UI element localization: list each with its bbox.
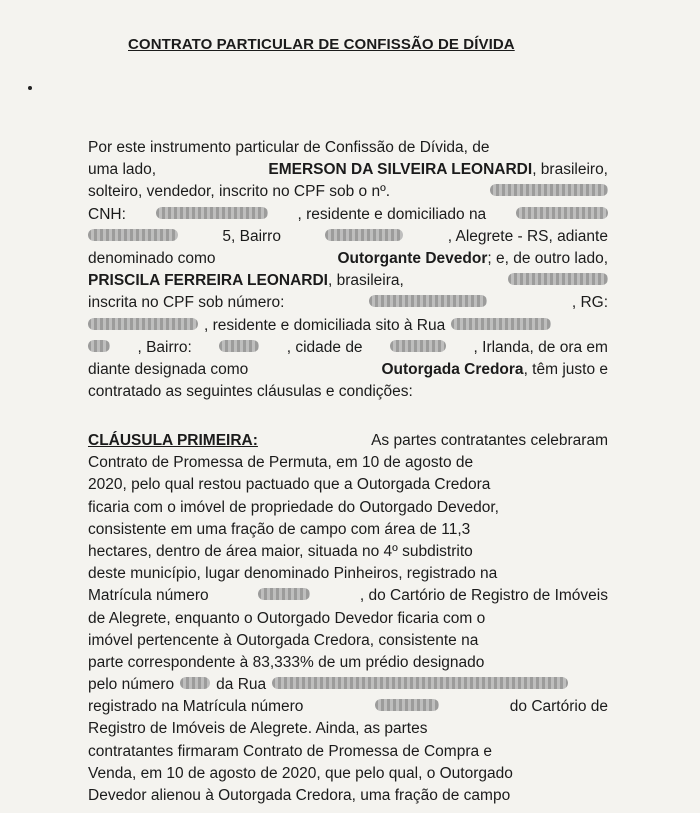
stray-mark bbox=[28, 86, 32, 90]
redaction-blur bbox=[88, 340, 110, 352]
text-line: contratantes firmaram Contrato de Promessa de Compra e bbox=[88, 742, 493, 760]
text-line: Matrícula número , do Cartório de Registro de Imóveis bbox=[88, 587, 608, 605]
clause-one-paragraph bbox=[88, 430, 608, 807]
redaction-blur bbox=[219, 340, 259, 352]
text-line: 5, Bairro , Alegrete - RS, adiante bbox=[88, 226, 608, 248]
text-line: denominado como Outorgante Devedor; e, de outro lado, bbox=[88, 249, 608, 267]
text-line: Por este instrumento particular de Confissão de Dívida, de bbox=[88, 139, 490, 156]
text-line: solteiro, vendedor, inscrito no CPF sob o nº. bbox=[88, 181, 608, 203]
redaction-blur bbox=[369, 295, 487, 307]
text-line: diante designada como Outorgada Credora, têm justo e bbox=[88, 360, 608, 378]
redaction-blur bbox=[516, 207, 608, 219]
text-line: 2020, pelo qual restou pactuado que a Outorgada Credora bbox=[88, 476, 491, 494]
redaction-blur bbox=[258, 588, 310, 600]
text-line: deste município, lugar denominado Pinheiros, registrado na bbox=[88, 565, 498, 583]
document-title: CONTRATO PARTICULAR DE CONFISSÃO DE DÍVIDA bbox=[128, 36, 515, 53]
redaction-blur bbox=[88, 318, 198, 330]
redaction-blur bbox=[390, 340, 446, 352]
text-line: Venda, em 10 de agosto de 2020, que pelo qual, o Outorgado bbox=[88, 764, 513, 782]
redaction-blur bbox=[88, 229, 178, 241]
debtor-name: EMERSON DA SILVEIRA LEONARDI bbox=[268, 161, 533, 179]
text-line: registrado na Matrícula número do Cartório de bbox=[88, 698, 608, 716]
redaction-blur bbox=[508, 273, 608, 285]
clause-heading: CLÁUSULA PRIMEIRA: bbox=[88, 432, 258, 449]
text-line: imóvel pertencente à Outorgada Credora, consistente na bbox=[88, 631, 479, 649]
text-line: consistente em uma fração de campo com área de 11,3 bbox=[88, 520, 471, 538]
redaction-blur bbox=[272, 677, 568, 689]
text-line: inscrita no CPF sob número: , RG: bbox=[88, 294, 608, 312]
redaction-blur bbox=[490, 184, 608, 196]
text-line: PRISCILA FERREIRA LEONARDI, brasileira, bbox=[88, 270, 608, 292]
redaction-blur bbox=[180, 677, 210, 689]
preamble-paragraph bbox=[88, 137, 608, 403]
text-line: Contrato de Promessa de Permuta, em 10 de agosto de bbox=[88, 454, 474, 472]
redaction-blur bbox=[375, 699, 439, 711]
text-line: de Alegrete, enquanto o Outorgado Devedor ficaria com o bbox=[88, 609, 486, 627]
text-line: pelo número da Rua bbox=[88, 674, 608, 696]
text-line: Registro de Imóveis de Alegrete. Ainda, as partes bbox=[88, 720, 428, 738]
text-line: CNH: , residente e domiciliado na bbox=[88, 204, 608, 226]
text-line: hectares, dentro de área maior, situada no 4º subdistrito bbox=[88, 542, 473, 560]
text-line: , Bairro: , cidade de , Irlanda, de ora em bbox=[88, 337, 608, 359]
creditor-name: PRISCILA FERREIRA LEONARDI bbox=[88, 272, 328, 290]
text-line: ficaria com o imóvel de propriedade do Outorgado Devedor, bbox=[88, 498, 499, 516]
text-line: , residente e domiciliada sito à Rua bbox=[88, 315, 608, 337]
text-line: parte correspondente à 83,333% de um prédio designado bbox=[88, 653, 485, 671]
text-line: contratado as seguintes cláusulas e condições: bbox=[88, 383, 413, 401]
redaction-blur bbox=[325, 229, 403, 241]
text-line: Devedor alienou à Outorgada Credora, uma fração de campo bbox=[88, 787, 511, 804]
text-line: CLÁUSULA PRIMEIRA: As partes contratantes celebraram bbox=[88, 430, 608, 452]
redaction-blur bbox=[156, 207, 268, 219]
text-line: uma lado, EMERSON DA SILVEIRA LEONARDI, brasileiro, bbox=[88, 161, 608, 179]
redaction-blur bbox=[451, 318, 551, 330]
